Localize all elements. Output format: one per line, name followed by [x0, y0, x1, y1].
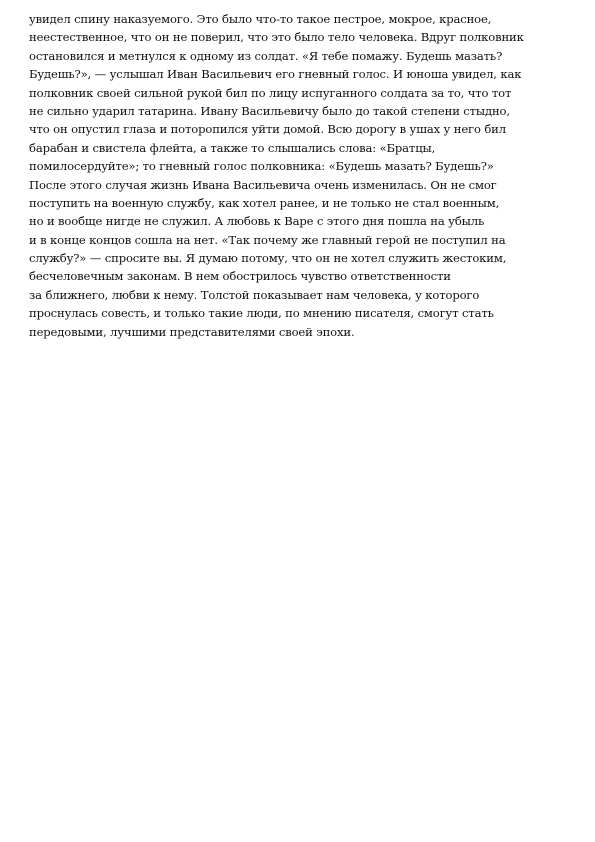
- text-line: проснулась совесть, и только такие люди, по мнению писателя, смогут стать: [29, 306, 494, 321]
- essay-text: [29, 10, 569, 341]
- text-line: не сильно ударил татарина. Ивану Васильевичу было до такой степени стыдно,: [29, 103, 510, 118]
- text-line: полковник своей сильной рукой бил по лицу испуганного солдата за то, что тот: [29, 85, 512, 100]
- text-line: службу?» — спросите вы. Я думаю потому, что он не хотел служить жестоким,: [29, 251, 507, 266]
- text-line: увидел спину наказуемого. Это было что-то такое пестрое, мокрое, красное,: [29, 12, 492, 26]
- text-line: но и вообще нигде не служил. А любовь к Варе с этого дня пошла на убыль: [29, 214, 485, 229]
- text-line: неестественное, что он не поверил, что это было тело человека. Вдруг полковник: [29, 30, 524, 45]
- text-line: После этого случая жизнь Ивана Васильевича очень изменилась. Он не смог: [29, 177, 497, 192]
- text-line: помилосердуйте»; то гневный голос полковника: «Будешь мазать? Будешь?»: [29, 159, 494, 174]
- text-line: барабан и свистела флейта, а также то слышались слова: «Братцы,: [29, 140, 436, 155]
- text-line: за ближнего, любви к нему. Толстой показывает нам человека, у которого: [29, 287, 480, 302]
- text-line: поступить на военную службу, как хотел ранее, и не только не стал военным,: [29, 195, 500, 210]
- text-line: бесчеловечным законам. В нем обострилось чувство ответственности: [29, 269, 451, 284]
- text-line: что он опустил глаза и поторопился уйти домой. Всю дорогу в ушах у него бил: [29, 122, 506, 137]
- text-line: и в конце концов сошла на нет. «Так почему же главный герой не поступил на: [29, 232, 506, 247]
- text-line: остановился и метнулся к одному из солдат. «Я тебе помажу. Будешь мазать?: [29, 48, 503, 63]
- text-line: передовыми, лучшими представителями своей эпохи.: [29, 324, 355, 339]
- text-line: Будешь?», — услышал Иван Васильевич его гневный голос. И юноша увидел, как: [29, 67, 522, 82]
